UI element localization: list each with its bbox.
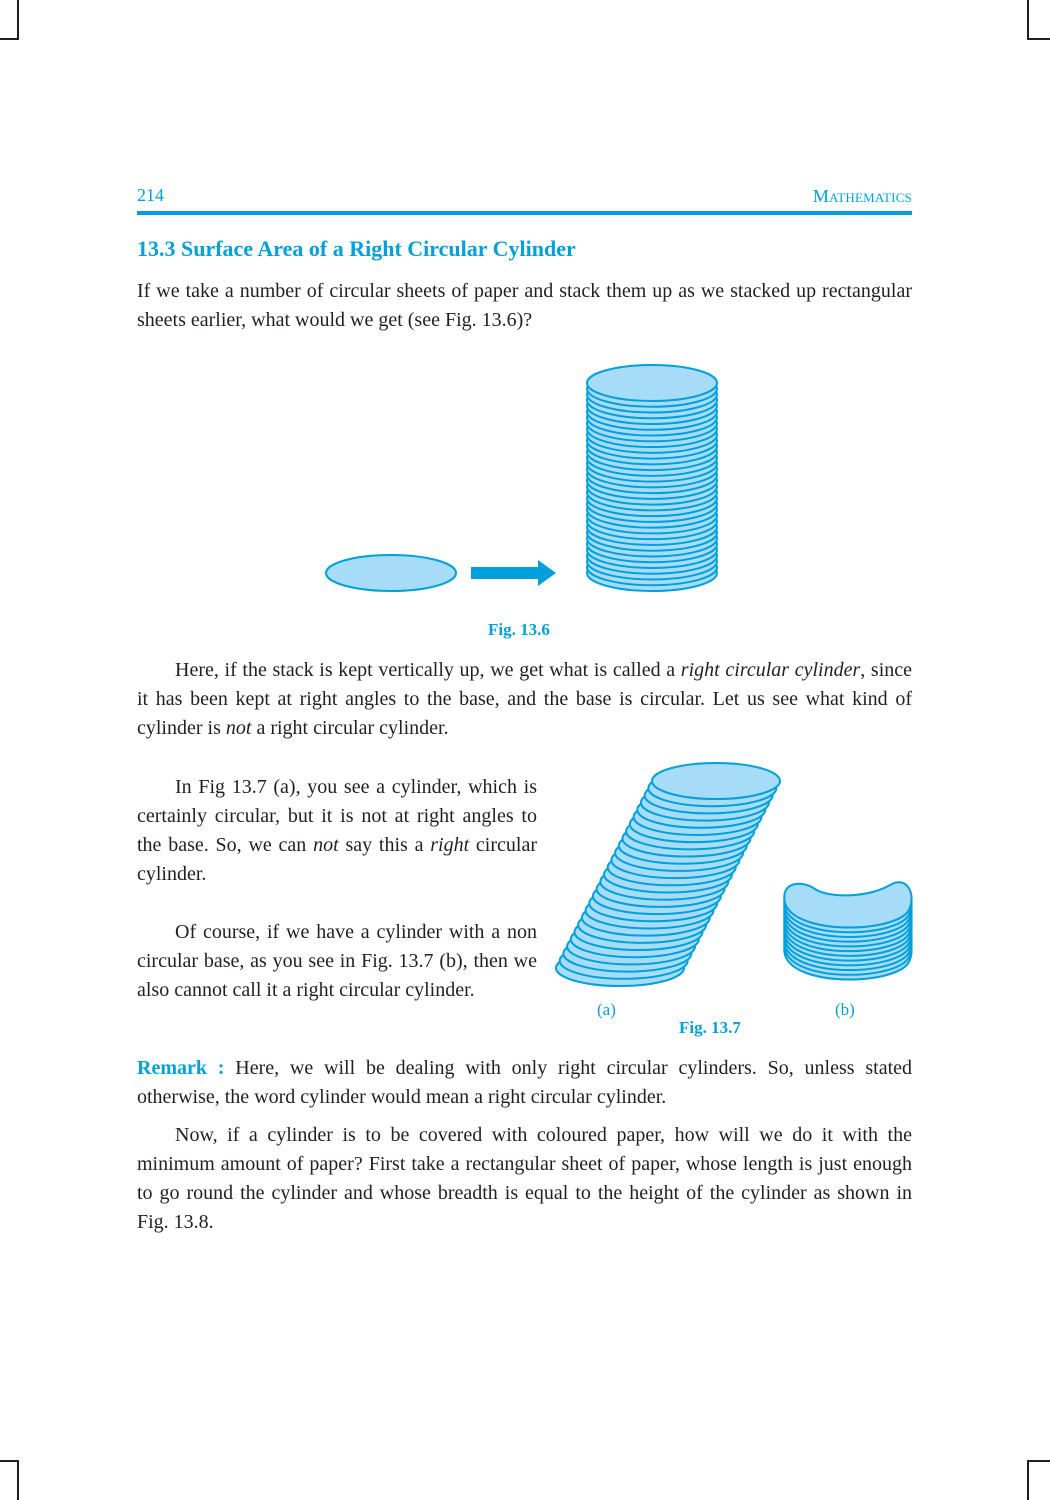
stack-disc: [784, 882, 911, 927]
oblique-cylinder-paragraph: In Fig 13.7 (a), you see a cylinder, which is certainly circular, but it is not at right angles to the base. So, we can not say this a right circular cylinder.: [137, 776, 537, 885]
crop-mark-bottom-left: [17, 1460, 19, 1500]
figure-label-a: (a): [597, 1000, 616, 1019]
non-circular-paragraph: Of course, if we have a cylinder with a non circular base, as you see in Fig. 13.7 (b), then we also cannot call it a right circular cylinder.: [137, 921, 537, 1001]
remark-label: Remark :: [137, 1057, 225, 1079]
crop-mark-bottom-left: [0, 1460, 19, 1462]
figure-caption: Fig. 13.7: [679, 1018, 741, 1037]
section-title: 13.3 Surface Area of a Right Circular Cylinder: [137, 236, 576, 261]
remark-paragraph: Remark : Here, we will be dealing with only right circular cylinders. So, unless stated otherwise, the word cylinder would mean a right circular cylinder.: [137, 1057, 912, 1108]
page-number: 214: [137, 185, 164, 205]
non-circular-cylinder-stack: [784, 882, 911, 979]
oblique-cylinder-stack: [556, 763, 780, 986]
stack-disc: [652, 763, 780, 799]
definition-paragraph: Here, if the stack is kept vertically up, we get what is called a right circular cylinder, since it has been kept at right angles to the base, and the base is circular. Let us see what kind of cylinder is not a right circular cylinder.: [137, 659, 913, 739]
running-title: Mathematics: [812, 186, 912, 206]
figure-label-b: (b): [835, 1000, 855, 1019]
crop-mark-bottom-right: [1027, 1460, 1029, 1500]
figure-caption: Fig. 13.6: [488, 620, 550, 639]
crop-mark-bottom-right: [1027, 1460, 1050, 1462]
wrapping-paragraph: Now, if a cylinder is to be covered with coloured paper, how will we do it with the minimum amount of paper? First take a rectangular sheet of paper, whose length is just enough to go round the cylinder and whose breadth is equal to the height of the cylinder as shown in Fig. 13.8.: [137, 1124, 912, 1233]
intro-paragraph: If we take a number of circular sheets of paper and stack them up as we stacked up rectangular sheets earlier, what would we get (see Fig. 13.6)?: [137, 280, 912, 331]
